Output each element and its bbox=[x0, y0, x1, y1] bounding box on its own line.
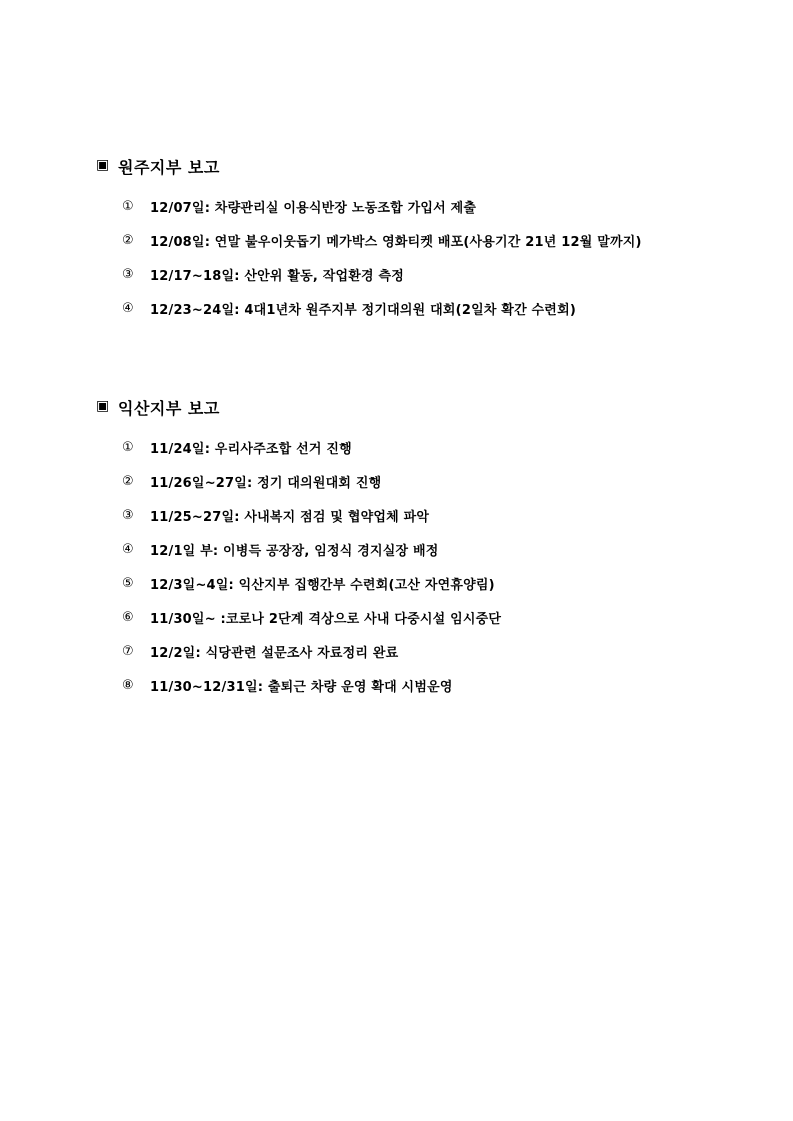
report-list bbox=[122, 189, 736, 325]
item-text: 11/25~27일: 사내복지 점검 및 협약업체 파악 bbox=[150, 509, 430, 525]
square-bullet-icon: ▣ bbox=[96, 398, 110, 414]
item-text: 11/30~12/31일: 출퇴근 차량 운영 확대 시범운영 bbox=[150, 679, 453, 695]
item-number: ③ bbox=[122, 507, 134, 523]
section-wonju-report bbox=[96, 155, 736, 325]
item-text: 12/07일: 차량관리실 이용식반장 노동조합 가입서 제출 bbox=[150, 200, 477, 216]
item-text: 11/30일~ :코로나 2단계 격상으로 사내 다중시설 임시중단 bbox=[150, 611, 502, 627]
report-list bbox=[122, 430, 736, 702]
list-item bbox=[122, 223, 736, 257]
list-item bbox=[122, 189, 736, 223]
item-text: 12/23~24일: 4대1년차 원주지부 정기대의원 대회(2일차 확간 수련회) bbox=[150, 302, 576, 318]
item-number: ⑥ bbox=[122, 609, 134, 625]
item-text: 12/1일 부: 이병득 공장장, 임정식 경지실장 배정 bbox=[150, 543, 439, 559]
list-item bbox=[122, 532, 736, 566]
item-number: ③ bbox=[122, 266, 134, 282]
item-text: 11/26일~27일: 정기 대의원대회 진행 bbox=[150, 475, 382, 491]
list-item bbox=[122, 257, 736, 291]
item-number: ④ bbox=[122, 300, 134, 316]
list-item bbox=[122, 668, 736, 702]
item-number: ① bbox=[122, 439, 134, 455]
item-text: 12/2일: 식당관련 설문조사 자료정리 완료 bbox=[150, 645, 399, 661]
section-title-text: 익산지부 보고 bbox=[118, 398, 220, 418]
list-item bbox=[122, 498, 736, 532]
square-bullet-icon: ▣ bbox=[96, 157, 110, 173]
list-item bbox=[122, 566, 736, 600]
list-item bbox=[122, 430, 736, 464]
section-iksan-report bbox=[96, 396, 736, 702]
list-item bbox=[122, 634, 736, 668]
item-text: 11/24일: 우리사주조합 선거 진행 bbox=[150, 441, 352, 457]
item-number: ① bbox=[122, 198, 134, 214]
section-title bbox=[96, 396, 736, 418]
section-title bbox=[96, 155, 736, 177]
item-number: ⑧ bbox=[122, 677, 134, 693]
section-title-text: 원주지부 보고 bbox=[118, 157, 220, 177]
item-text: 12/08일: 연말 불우이웃돕기 메가박스 영화티켓 배포(사용기간 21년 12월 말까지) bbox=[150, 234, 642, 250]
item-number: ② bbox=[122, 232, 134, 248]
list-item bbox=[122, 291, 736, 325]
item-number: ④ bbox=[122, 541, 134, 557]
list-item bbox=[122, 600, 736, 634]
item-number: ⑤ bbox=[122, 575, 134, 591]
item-number: ⑦ bbox=[122, 643, 134, 659]
list-item bbox=[122, 464, 736, 498]
item-text: 12/3일~4일: 익산지부 집행간부 수련회(고산 자연휴양림) bbox=[150, 577, 495, 593]
item-number: ② bbox=[122, 473, 134, 489]
item-text: 12/17~18일: 산안위 활동, 작업환경 측정 bbox=[150, 268, 405, 284]
